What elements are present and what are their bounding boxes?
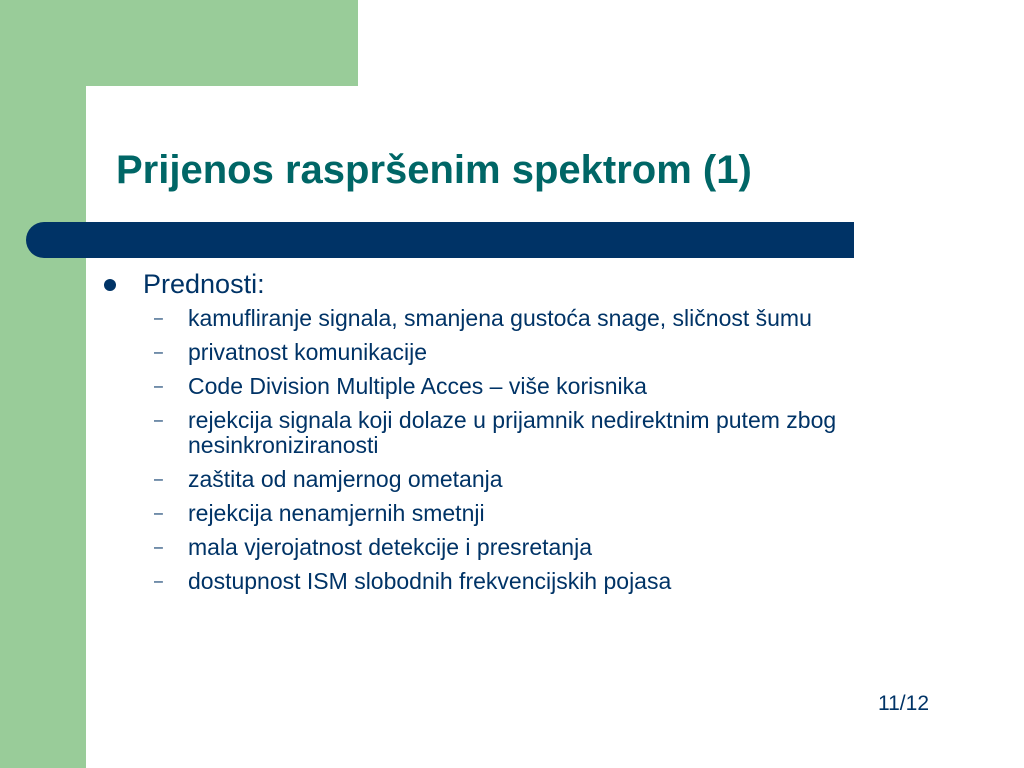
- green-decor-left: [0, 0, 86, 768]
- sub-bullet-text: rejekcija nenamjernih smetnji: [188, 500, 485, 526]
- sub-bullet-text: mala vjerojatnost detekcije i presretanja: [188, 534, 592, 560]
- sub-bullet-text: Code Division Multiple Acces – više korisnika: [188, 373, 647, 399]
- sub-bullet-text: rejekcija signala koji dolaze u prijamnik nedirektnim putem zbog nesinkroniziranosti: [188, 407, 837, 458]
- sub-bullet-item: [104, 374, 964, 399]
- slide-body: [104, 266, 964, 603]
- sub-bullet-text: zaštita od namjernog ometanja: [188, 466, 503, 492]
- dash-icon: –: [154, 310, 163, 327]
- dash-icon: –: [154, 344, 163, 361]
- sub-bullet-item: [104, 340, 964, 365]
- sub-bullet-list: [104, 306, 964, 594]
- slide-title: Prijenos raspršenim spektrom (1): [116, 148, 752, 192]
- sub-bullet-item: [104, 535, 964, 560]
- title-underline-bar: [26, 222, 854, 258]
- dash-icon: –: [154, 505, 163, 522]
- bullet-advantages: [104, 266, 964, 302]
- dash-icon: –: [154, 378, 163, 395]
- dash-icon: –: [154, 471, 163, 488]
- dash-icon: –: [154, 412, 163, 429]
- sub-bullet-text: dostupnost ISM slobodnih frekvencijskih pojasa: [188, 568, 672, 594]
- bullet-dot-icon: [104, 279, 116, 291]
- sub-bullet-item: [104, 501, 964, 526]
- sub-bullet-item: [104, 306, 964, 331]
- bullet-label: Prednosti:: [143, 269, 265, 299]
- sub-bullet-item: [104, 408, 964, 458]
- sub-bullet-text: kamufliranje signala, smanjena gustoća snage, sličnost šumu: [188, 305, 812, 331]
- sub-bullet-item: [104, 569, 964, 594]
- dash-icon: –: [154, 539, 163, 556]
- sub-bullet-text: privatnost komunikacije: [188, 339, 428, 365]
- page-number: 11/12: [878, 692, 929, 715]
- dash-icon: –: [154, 573, 163, 590]
- sub-bullet-item: [104, 467, 964, 492]
